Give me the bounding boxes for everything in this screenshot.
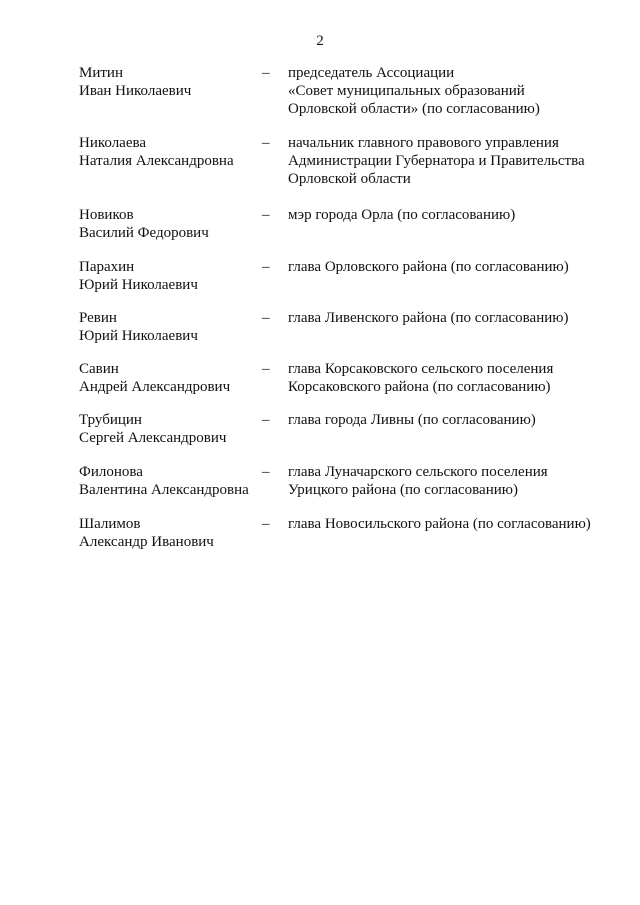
dash-separator: – bbox=[262, 207, 270, 223]
member-entry bbox=[0, 134, 640, 206]
role-line: начальник главного правового управления bbox=[288, 135, 559, 151]
member-role bbox=[288, 515, 633, 533]
member-name bbox=[79, 411, 259, 447]
member-surname: Савин bbox=[79, 361, 119, 377]
member-entry bbox=[0, 206, 640, 258]
member-given-name: Юрий Николаевич bbox=[79, 328, 198, 344]
role-line: глава Луначарского сельского поселения bbox=[288, 464, 548, 480]
member-given-name: Андрей Александрович bbox=[79, 379, 231, 395]
role-line: глава Ливенского района (по согласованию) bbox=[288, 310, 569, 326]
member-surname: Николаева bbox=[79, 135, 147, 151]
page-number: 2 bbox=[316, 33, 324, 49]
member-entry bbox=[0, 309, 640, 360]
dash-separator: – bbox=[262, 259, 270, 275]
member-role bbox=[288, 64, 633, 118]
member-name bbox=[79, 206, 259, 242]
member-role bbox=[288, 360, 633, 396]
member-entry bbox=[0, 411, 640, 463]
dash-separator: – bbox=[262, 516, 270, 532]
member-role bbox=[288, 411, 633, 429]
member-surname: Трубицин bbox=[79, 412, 142, 428]
role-line: Урицкого района (по согласованию) bbox=[288, 482, 518, 498]
member-entry bbox=[0, 64, 640, 134]
member-entry bbox=[0, 258, 640, 309]
member-role bbox=[288, 134, 633, 188]
member-given-name: Иван Николаевич bbox=[79, 83, 192, 99]
dash-separator: – bbox=[262, 361, 270, 377]
member-name bbox=[79, 463, 259, 499]
dash-separator: – bbox=[262, 135, 270, 151]
member-surname: Филонова bbox=[79, 464, 143, 480]
role-line: глава города Ливны (по согласованию) bbox=[288, 412, 536, 428]
member-given-name: Наталия Александровна bbox=[79, 153, 234, 169]
member-entry bbox=[0, 360, 640, 411]
member-name bbox=[79, 134, 259, 170]
role-line: «Совет муниципальных образований bbox=[288, 83, 525, 99]
role-line: глава Орловского района (по согласованию) bbox=[288, 259, 569, 275]
member-name bbox=[79, 515, 259, 551]
member-given-name: Василий Федорович bbox=[79, 225, 209, 241]
role-line: Администрации Губернатора и Правительства bbox=[288, 153, 585, 169]
member-surname: Новиков bbox=[79, 207, 134, 223]
member-surname: Ревин bbox=[79, 310, 117, 326]
member-given-name: Сергей Александрович bbox=[79, 430, 227, 446]
member-role bbox=[288, 463, 633, 499]
member-name bbox=[79, 258, 259, 294]
role-line: глава Корсаковского сельского поселения bbox=[288, 361, 554, 377]
member-role bbox=[288, 206, 633, 224]
member-surname: Шалимов bbox=[79, 516, 141, 532]
member-name bbox=[79, 360, 259, 396]
role-line: глава Новосильского района (по согласованию) bbox=[288, 516, 591, 532]
member-name bbox=[79, 309, 259, 345]
member-list bbox=[0, 64, 640, 555]
member-given-name: Александр Иванович bbox=[79, 534, 214, 550]
member-given-name: Валентина Александровна bbox=[79, 482, 249, 498]
member-role bbox=[288, 309, 633, 327]
role-line: Орловской области bbox=[288, 171, 411, 187]
dash-separator: – bbox=[262, 412, 270, 428]
dash-separator: – bbox=[262, 464, 270, 480]
dash-separator: – bbox=[262, 310, 270, 326]
member-entry bbox=[0, 515, 640, 555]
member-surname: Парахин bbox=[79, 259, 135, 275]
member-surname: Митин bbox=[79, 65, 123, 81]
role-line: Корсаковского района (по согласованию) bbox=[288, 379, 551, 395]
role-line: мэр города Орла (по согласованию) bbox=[288, 207, 516, 223]
member-role bbox=[288, 258, 633, 276]
member-given-name: Юрий Николаевич bbox=[79, 277, 198, 293]
member-entry bbox=[0, 463, 640, 515]
role-line: Орловской области» (по согласованию) bbox=[288, 101, 540, 117]
dash-separator: – bbox=[262, 65, 270, 81]
role-line: председатель Ассоциации bbox=[288, 65, 455, 81]
member-name bbox=[79, 64, 259, 100]
